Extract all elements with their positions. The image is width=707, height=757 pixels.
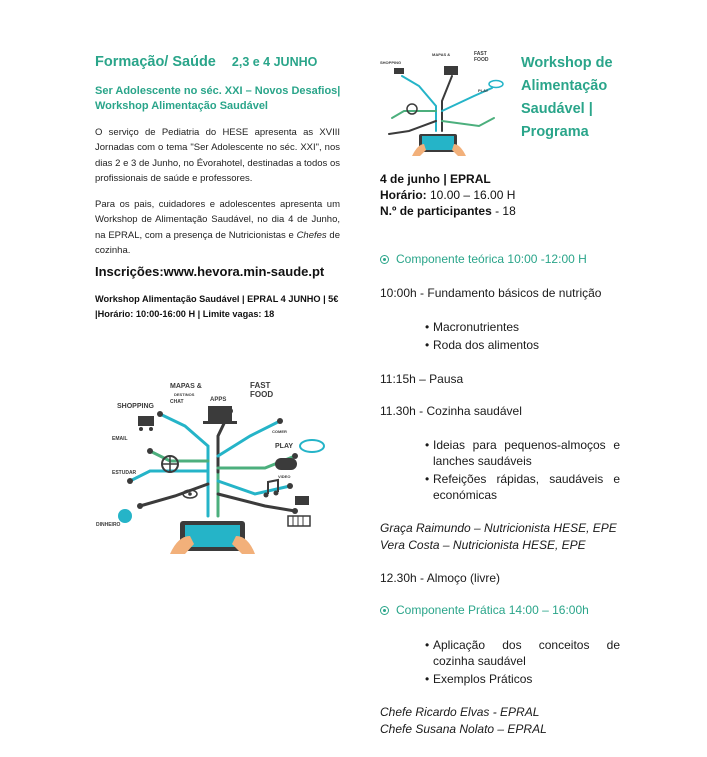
list-pratica xyxy=(425,637,620,689)
label-email: EMAIL xyxy=(112,436,128,442)
list-nutricao xyxy=(425,319,620,355)
globe-icon xyxy=(162,456,178,472)
date-line: 4 de junho | EPRAL xyxy=(380,172,491,186)
circle-dot-icon xyxy=(380,606,389,615)
shopping-cart-icon xyxy=(138,416,154,431)
tech-tree-illustration-small xyxy=(374,46,509,158)
cart-icon-small xyxy=(394,68,404,74)
horario-label: Horário: xyxy=(380,188,427,202)
gamepad-icon xyxy=(275,458,297,470)
list-item: • Refeições rápidas, saudáveis e económicas xyxy=(425,471,620,503)
list-item: • Macronutrientes xyxy=(425,319,620,335)
componente-pratica-heading xyxy=(380,603,589,617)
paragraph-jornadas: O serviço de Pediatria do HESE apresenta as XVIII Jornadas com o tema "Ser Adolescente no séc. XXI", nos dias 2 e 3 de Junho, no Évorahotel, destinadas a todos os profissionais de saúde e professores. xyxy=(95,127,340,185)
label-fastfood-small-2: FOOD xyxy=(474,57,489,63)
laptop-icon xyxy=(203,406,237,424)
piano-icon xyxy=(288,516,310,526)
label-maps: MAPAS & xyxy=(170,383,202,390)
componente-teorica-heading xyxy=(380,252,587,266)
schedule-1115: 11:15h – Pausa xyxy=(380,372,464,386)
circle-dot-icon xyxy=(380,255,389,264)
label-shopping-small: SHOPPING xyxy=(380,60,402,65)
label-dinheiro: DINHEIRO xyxy=(96,522,121,528)
label-shopping: SHOPPING xyxy=(117,403,154,410)
horario-line xyxy=(380,187,516,203)
label-play-small: PLAY xyxy=(478,88,489,93)
left-subtitle: Ser Adolescente no séc. XXI – Novos Desafios| Workshop Alimentação Saudável xyxy=(95,85,341,112)
label-play: PLAY xyxy=(275,443,294,450)
label-chat: CHAT xyxy=(170,399,184,405)
label-video: VIDEO xyxy=(278,474,291,479)
tech-tree-illustration xyxy=(90,376,340,556)
schedule-1230: 12.30h - Almoço (livre) xyxy=(380,571,501,585)
paragraph-workshop-b: de cozinha. xyxy=(95,229,340,257)
nutricionista-2: Vera Costa – Nutricionista HESE, EPE xyxy=(380,538,586,552)
paragraph-workshop-italic: Chefes xyxy=(296,229,327,241)
paragraph-workshop-a: Para os pais, cuidadores e adolescentes apresenta um Workshop de Alimentação Saudável, no dia 4 de Junho, na EPRAL, com a presença de Nutricionistas e xyxy=(95,199,340,241)
laptop-icon-small xyxy=(444,66,458,75)
nutricionista-1: Graça Raimundo – Nutricionista HESE, EPE xyxy=(380,521,617,535)
left-title-dates: 2,3 e 4 JUNHO xyxy=(231,55,318,69)
chefe-2: Chefe Susana Nolato – EPRAL xyxy=(380,722,547,736)
componente-teorica-text: Componente teórica 10:00 -12:00 H xyxy=(396,252,587,266)
chefe-1: Chefe Ricardo Elvas - EPRAL xyxy=(380,705,540,719)
list-item: • Ideias para pequenos-almoços e lanches saudáveis xyxy=(425,437,620,469)
label-estudar: ESTUDAR xyxy=(112,470,137,476)
cloud-icon-small xyxy=(489,81,503,88)
label-maps-small: MAPAS & xyxy=(432,52,451,57)
horario-value: 10.00 – 16.00 H xyxy=(426,188,516,202)
tablet-icon xyxy=(170,521,255,554)
schedule-1130: 11.30h - Cozinha saudável xyxy=(380,404,522,418)
paragraph-workshop xyxy=(95,197,340,259)
participantes-label: N.º de participantes xyxy=(380,204,492,218)
left-title-text: Formação/ Saúde xyxy=(95,54,216,70)
camera-icon xyxy=(295,496,309,505)
tablet-icon-small xyxy=(412,134,466,156)
left-title xyxy=(95,54,317,70)
participantes-value: - 18 xyxy=(491,204,516,218)
label-fastfood: FAST xyxy=(250,381,271,390)
list-cozinha xyxy=(425,437,620,505)
label-fastfood-small: FAST xyxy=(474,51,487,57)
label-fastfood-2: FOOD xyxy=(250,390,274,399)
label-comer: COMER xyxy=(272,429,287,434)
money-icon xyxy=(118,509,132,523)
list-item: • Exemplos Práticos xyxy=(425,671,620,687)
workshop-info: Workshop Alimentação Saudável | EPRAL 4 JUNHO | 5€ |Horário: 10:00-16:00 H | Limite vagas: 18 xyxy=(95,294,339,319)
label-apps: APPS xyxy=(210,397,227,403)
list-item: • Roda dos alimentos xyxy=(425,337,620,353)
participantes-line xyxy=(380,203,516,219)
componente-pratica-text: Componente Prática 14:00 – 16:00h xyxy=(396,603,589,617)
right-title: Workshop de Alimentação Saudável | Programa xyxy=(521,55,613,140)
label-maps-2: DESTINOS xyxy=(174,392,195,397)
inscricoes-link[interactable]: Inscrições:www.hevora.min-saude.pt xyxy=(95,264,325,279)
schedule-1000: 10:00h - Fundamento básicos de nutrição xyxy=(380,286,602,300)
workshop-details xyxy=(380,171,516,219)
globe-icon-small xyxy=(407,104,417,114)
cloud-icon xyxy=(300,440,324,452)
list-item: • Aplicação dos conceitos de cozinha saudável xyxy=(425,637,620,669)
